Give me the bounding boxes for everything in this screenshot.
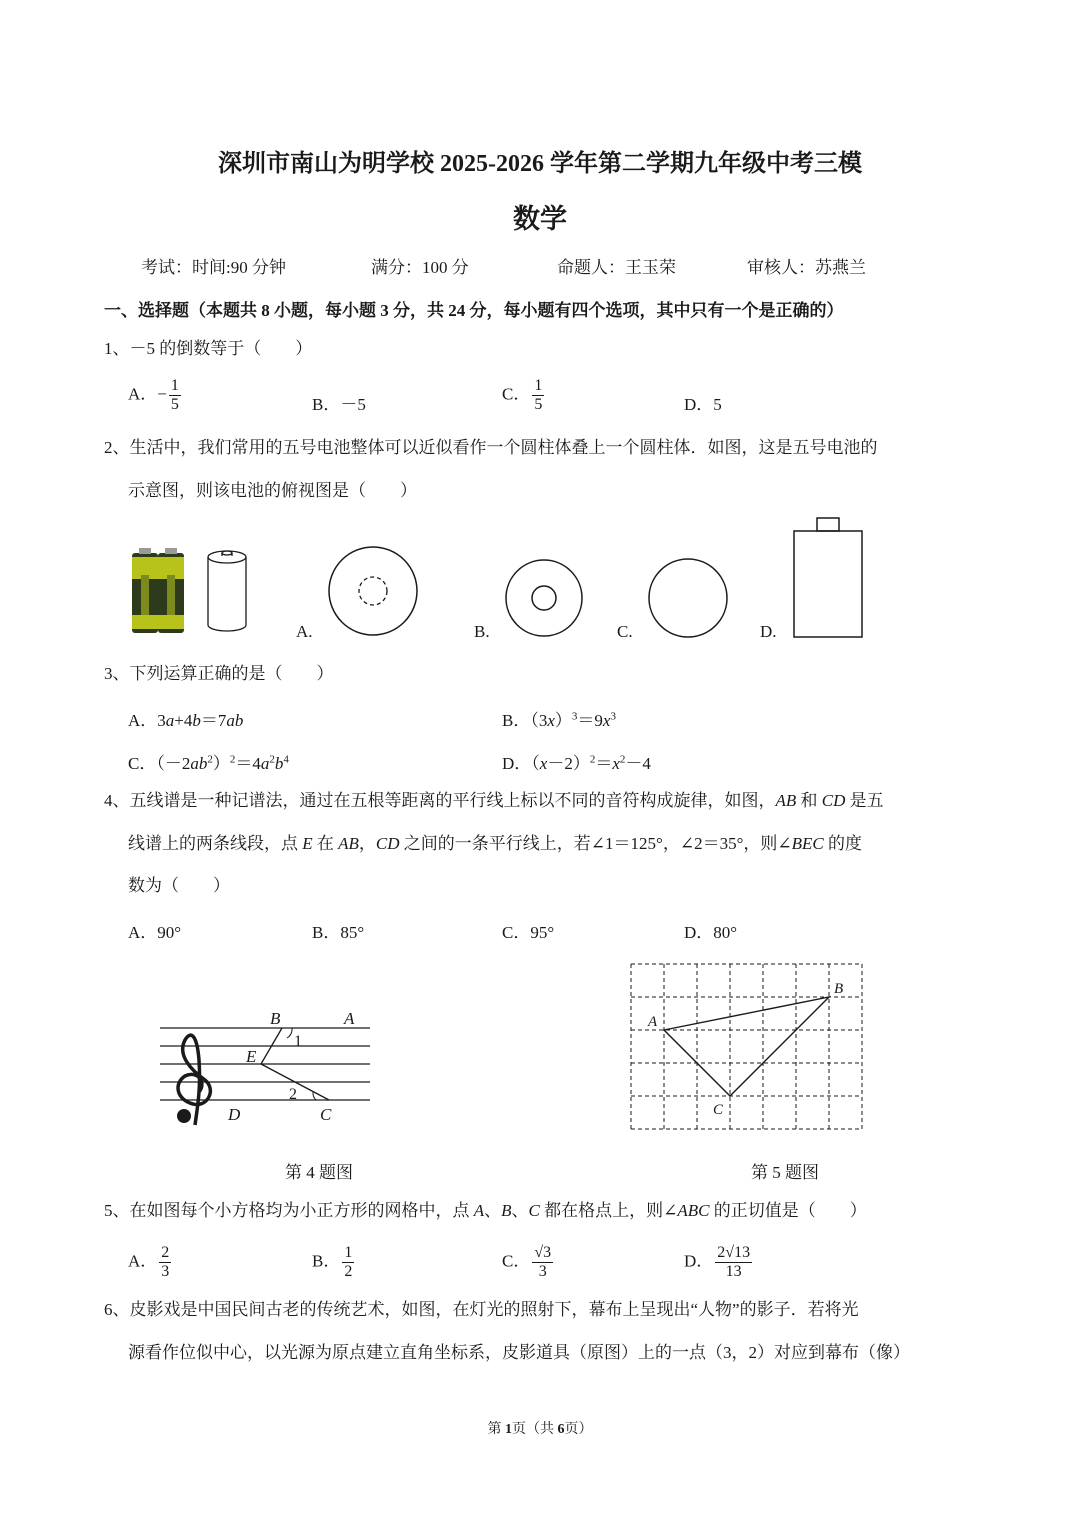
q5-option-b: B． $\frac{1}{2}$ <box>312 1244 353 1280</box>
q2-option-b-figure <box>503 557 585 639</box>
q4-staff-figure <box>155 1000 375 1135</box>
q4-option-b: B．85° <box>312 923 365 942</box>
q5-label-b: B <box>834 981 844 997</box>
q5-grid-figure <box>628 960 868 1135</box>
exam-author: 命题人：王玉荣 <box>557 258 676 277</box>
question-6-line2: 源看作位似中心，以光源为原点建立直角坐标系，皮影道具（原图）上的一点（3，2）对应到幕布（像） <box>128 1343 910 1362</box>
q4-option-a: A．90° <box>128 923 182 942</box>
question-4-line1: 4、五线谱是一种记谱法，通过在五根等距离的平行线上标以不同的音符构成旋律，如图，AB 和 CD 是五 <box>104 791 884 810</box>
q1-option-b: B．－5 <box>312 395 366 414</box>
q2-option-d-label: D. <box>760 622 777 641</box>
battery-left <box>132 548 158 633</box>
exam-time: 考试：时间:90 分钟 <box>141 258 286 277</box>
q4-label-b: B <box>270 1009 281 1028</box>
question-6-line1: 6、皮影戏是中国民间古老的传统艺术，如图，在灯光的照射下，幕布上呈现出“人物”的影子．若将光 <box>104 1300 859 1319</box>
q4-angle-1: 1 <box>294 1033 302 1050</box>
q4-label-e: E <box>246 1047 257 1066</box>
battery-sketch <box>200 545 256 637</box>
page-footer: 第 1页（共 6页） <box>487 1422 593 1437</box>
question-1-stem: 1、－5 的倒数等于（ ） <box>104 339 313 358</box>
question-4-line3: 数为（ ） <box>128 876 230 895</box>
subject-title: 数学 <box>513 204 567 234</box>
question-4-line2: 线谱上的两条线段，点 E 在 AB，CD 之间的一条平行线上，若∠1＝125°，∠2＝35°，则∠BEC 的度 <box>128 834 862 853</box>
q4-option-d: D．80° <box>684 923 738 942</box>
q2-option-c-figure <box>646 556 730 640</box>
q5-label-a: A <box>648 1014 658 1030</box>
q1-option-d: D．5 <box>684 395 722 414</box>
battery-photo <box>128 545 188 637</box>
q1-option-c: C． $\frac{1}{5}$ <box>502 377 543 413</box>
q3-option-a: A．3a+4b＝7ab <box>128 711 244 730</box>
question-2-line1: 2、生活中，我们常用的五号电池整体可以近似看作一个圆柱体叠上一个圆柱体．如图，这是五号电池的 <box>104 438 878 457</box>
exam-title: 深圳市南山为明学校 2025-2026 学年第二学期九年级中考三模 <box>218 151 862 177</box>
q5-option-d: D． $\frac{2√13}{13}$ <box>684 1244 751 1280</box>
section-heading: 一、选择题（本题共 8 小题，每小题 3 分，共 24 分，每小题有四个选项，其中只有一个是正确的） <box>104 301 844 320</box>
exam-reviewer: 审核人：苏燕兰 <box>747 258 866 277</box>
question-3-stem: 3、下列运算正确的是（ ） <box>104 664 334 683</box>
q4-figure-caption: 第 4 题图 <box>285 1163 353 1182</box>
battery-right <box>158 548 184 633</box>
q2-option-a-figure <box>326 544 420 638</box>
q4-label-c: C <box>320 1105 332 1124</box>
q2-option-c-label: C. <box>617 622 633 641</box>
q3-option-c: C．$(-2ab^2)^2=4a^2b^4$ <box>128 753 289 773</box>
question-2-line2: 示意图，则该电池的俯视图是（ ） <box>128 481 417 500</box>
q2-option-a-label: A. <box>296 622 313 641</box>
q3-option-b: B．$(3x)^3=9x^3$ <box>502 710 616 730</box>
q3-option-d: D．$(x-2)^2=x^2-4$ <box>502 753 651 773</box>
q5-option-c: C． $\frac{√3}{3}$ <box>502 1244 552 1280</box>
q5-label-c: C <box>713 1102 724 1118</box>
q5-option-a: A． $\frac{2}{3}$ <box>128 1244 170 1280</box>
question-5-stem: 5、在如图每个小方格均为小正方形的网格中，点 A、B、C 都在格点上，则∠ABC 的正切值是（ ） <box>104 1201 867 1220</box>
q4-label-a: A <box>344 1009 355 1028</box>
q5-figure-caption: 第 5 题图 <box>751 1163 819 1182</box>
full-score: 满分：100 分 <box>371 258 469 277</box>
q2-option-d-figure <box>790 515 866 641</box>
q1-option-a: A．− $\frac{1}{5}$ <box>128 377 179 413</box>
q4-angle-2: 2 <box>289 1086 297 1103</box>
q2-option-b-label: B. <box>474 622 490 641</box>
q4-label-d: D <box>228 1105 241 1124</box>
q4-option-c: C．95° <box>502 923 555 942</box>
